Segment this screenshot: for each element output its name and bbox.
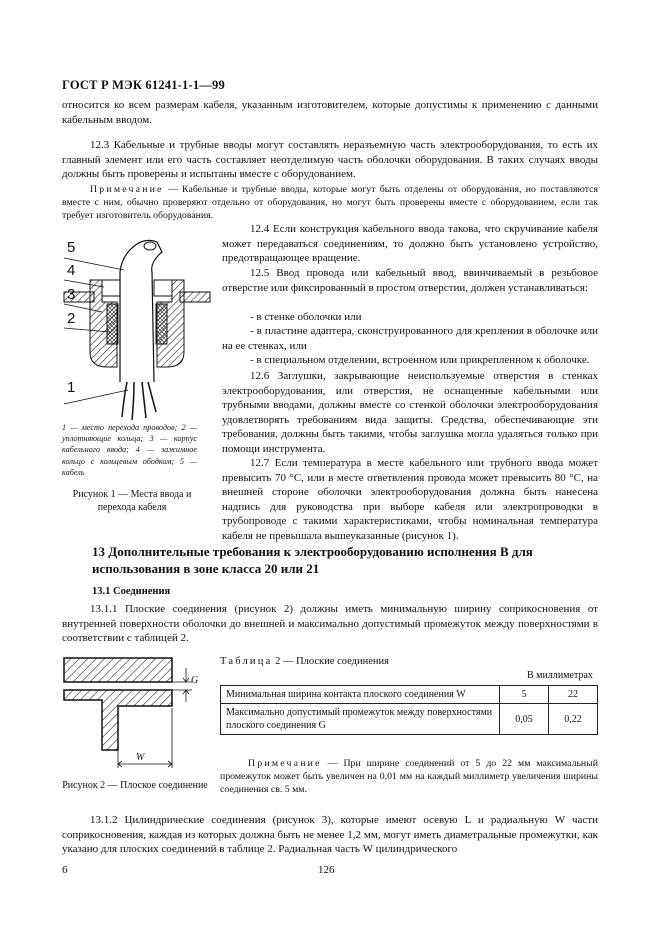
note-2-label: Примечание: [248, 758, 322, 769]
table-cell-label: Минимальная ширина контакта плоского соединения W: [221, 686, 500, 704]
table-2-title-rest: 2 — Плоские соединения: [272, 656, 389, 667]
paragraph-12-7: 12.7 Если температура в месте кабельного или трубного ввода может превысить 70 °С, или в месте ответвления провода может превысить 80 °С, на внешней стороне оболочки электрооборудования должна быть нанесена надпись для руководства при выборе кабеля или электропроводки в трубопроводе с такими характеристиками, чтобы номинальная температура кабеля не превышала вышеуказанные (рисунок 1).: [222, 457, 598, 542]
table-row: [221, 686, 598, 704]
table-cell-label: Максимально допустимый промежуток между поверхностями плоского соединения G: [221, 704, 500, 735]
callout-1: 1: [67, 379, 76, 396]
table-cell-value: 5: [500, 686, 549, 704]
paragraph-13-1-1: 13.1.1 Плоские соединения (рисунок 2) должны иметь минимальную ширину соприкосновения от внутренней поверхности оболочки до внешней и максимально допустимый промежуток между поверхностями в соответствии с таблицей 2.: [62, 603, 598, 645]
paragraph-13-1-2: 13.1.2 Цилиндрические соединения (рисунок 3), которые имеют осевую L и радиальную W части соприкосновения, каждая из которых должна быть не менее 1,2 мм, могут иметь диаметральные промежутки, как указано для плоских соединений в таблице 2. Радиальная часть W цилиндрического: [62, 814, 598, 856]
table-2-title-label: Таблица: [220, 656, 273, 667]
paragraph-12-5: 12.5 Ввод провода или кабельный ввод, ввинчиваемый в резьбовое отверстие или фиксированный в простом отверстии, должен устанавливаться:: [222, 267, 598, 294]
callout-2: 2: [67, 310, 76, 327]
note-2: [220, 757, 598, 796]
paragraph-12-6: 12.6 Заглушки, закрывающие неиспользуемые отверстия в стенках электрооборудования, или отверстия, не оснащенные кабельными или трубными вводами, должны вместе со стенкой оболочки электрооборудования удовлетворять требованиям вида защиты. Средства, обеспечивающие эти требования, должны быть такими, чтобы заглушка могла удаляться только при помощи инструмента.: [222, 370, 598, 455]
table-row: [221, 704, 598, 735]
list-item-1: - в стенке оболочки или: [250, 311, 362, 323]
table-cell-value: 0,22: [549, 704, 598, 735]
table-2-title: [220, 656, 389, 667]
note-1-label: Примечание: [90, 184, 164, 195]
note-1-text: — Кабельные и трубные вводы, которые могут быть отделены от оборудования, но поставляются вместе с ним, обычно проверяют отдельно от оборудования, но могут быть проверены вместе с оборудованием, если так требует изготовитель оборудования.: [62, 184, 598, 221]
table-2: [220, 685, 598, 735]
figure-1-caption: Рисунок 1 — Места ввода и перехода кабеля: [72, 489, 192, 513]
list-item-2: - в пластине адаптера, сконструированного для крепления в оболочке или на ее стенках, или: [222, 325, 598, 352]
note-1: [62, 183, 598, 222]
figure-2-caption: Рисунок 2 — Плоское соединение: [62, 780, 208, 791]
table-cell-value: 0,05: [500, 704, 549, 735]
callout-3: 3: [67, 286, 76, 303]
figure-2-label-w: W: [136, 752, 145, 763]
paragraph-12-4: 12.4 Если конструкция кабельного ввода такова, что скручивание кабеля может передаваться соединениям, то должно быть установлено устройство, предотвращающее вращение.: [222, 223, 598, 265]
page-number-left: 6: [62, 864, 68, 876]
figure-1-legend: 1 — место перехода проводов; 2 — уплотняющие кольца; 3 — корпус кабельного ввода; 4 — зажимное кольцо с кольцевым ободком; 5 — кабель: [62, 423, 197, 477]
note-2-text: — При ширине соединений от 5 до 22 мм максимальный промежуток может быть увеличен на 0,01 мм на каждый миллиметр увеличения ширины соединения св. 5 мм.: [220, 758, 598, 795]
callout-4: 4: [67, 262, 76, 279]
list-item-3: - в специальном отделении, встроенном или прикрепленном к оболочке.: [250, 354, 590, 366]
figure-2-label-g: G: [191, 675, 199, 686]
callout-5: 5: [67, 239, 76, 256]
subsection-13-1-heading: 13.1 Соединения: [92, 586, 171, 597]
table-2-units: В миллиметрах: [527, 670, 593, 681]
paragraph-continuation: относится ко всем размерам кабеля, указанным изготовителем, которые допустимы к применению с данными кабельным вводом.: [62, 99, 598, 126]
section-13-heading: 13 Дополнительные требования к электрооборудованию исполнения B для использования в зоне класса 20 или 21: [92, 544, 533, 576]
document-header: ГОСТ Р МЭК 61241-1-1—99: [62, 78, 225, 92]
figure-1-drawing: [62, 232, 212, 427]
table-cell-value: 22: [549, 686, 598, 704]
paragraph-12-3: 12.3 Кабельные и трубные вводы могут составлять неразъемную часть электрооборудования, то есть их главный элемент или его часть составляет неотделимую часть оболочки оборудования. В таких случаях вводы должны быть проверены и испытаны вместе с оборудованием.: [62, 139, 598, 181]
page-number-center: 126: [318, 864, 335, 876]
